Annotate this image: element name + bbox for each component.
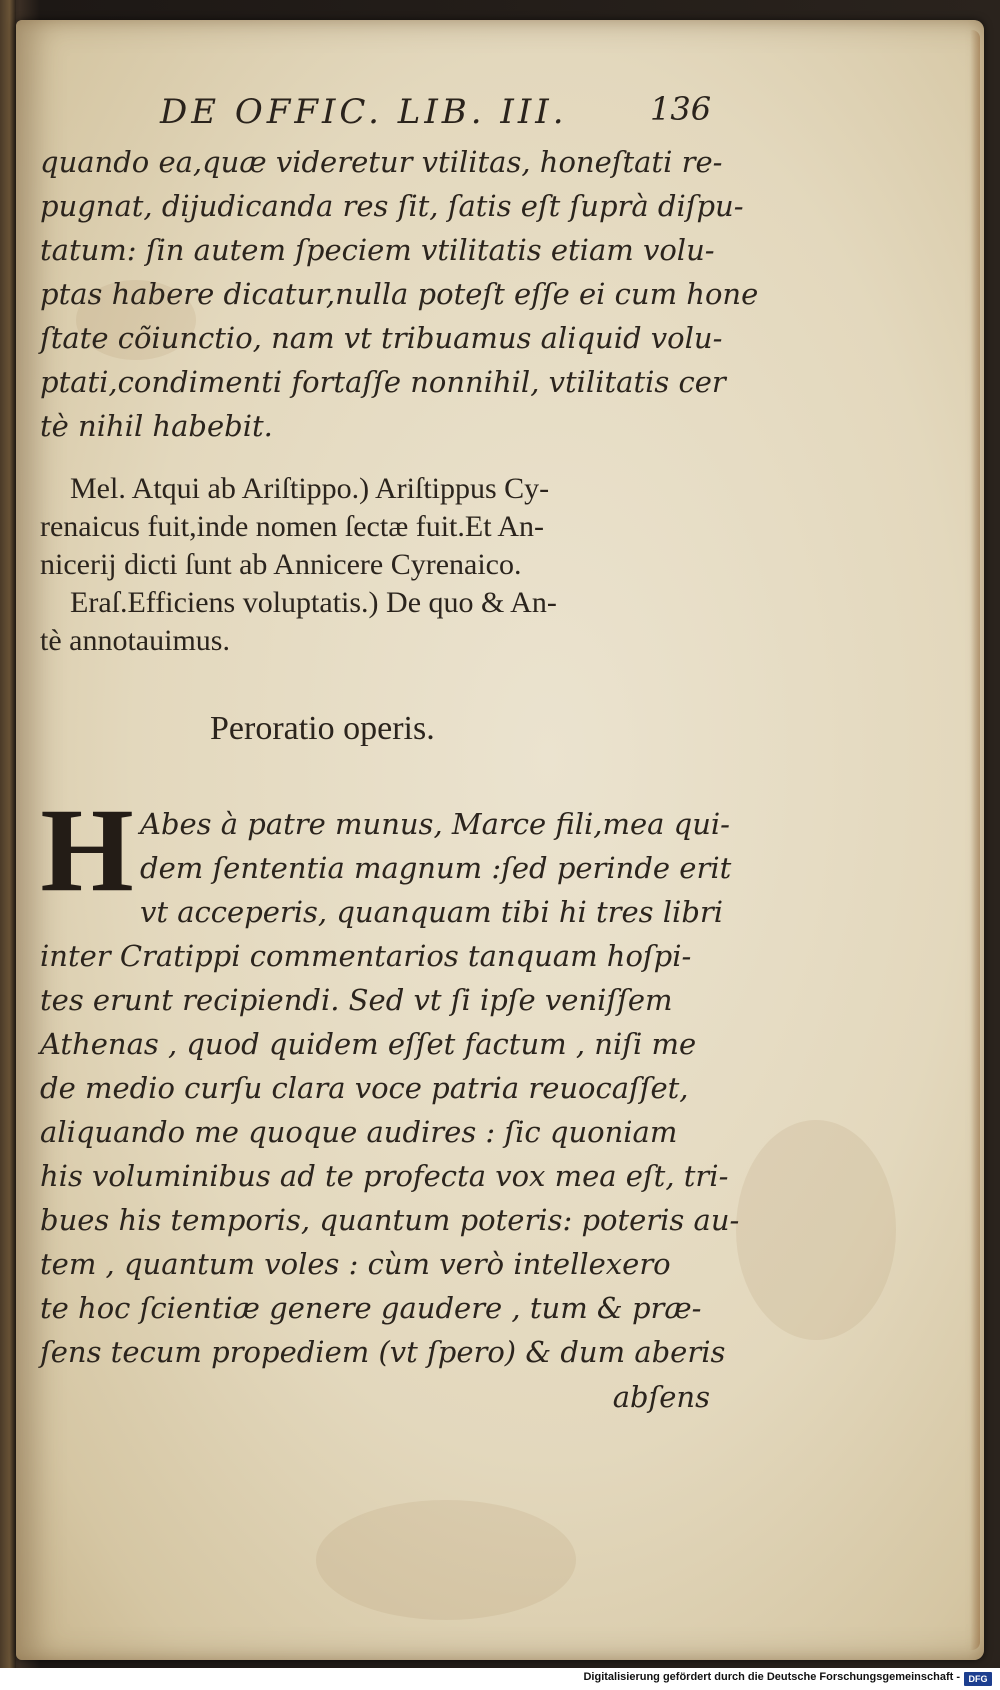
text-line: aliquando me quoque audires : ſic quoniam [40, 1115, 678, 1149]
peroration-text [40, 934, 740, 1374]
digitization-credit: Digitalisierung gefördert durch die Deutsche Forschungsgemeinschaft - [583, 1671, 960, 1683]
decorated-initial: H [40, 783, 132, 916]
text-line: tem , quantum voles : cùm verò intellexero [40, 1247, 671, 1281]
section-heading: Peroratio operis. [210, 710, 435, 747]
text-line: his voluminibus ad te profecta vox mea eſt, tri- [40, 1159, 729, 1193]
text-line: vt acceperis, quanquam tibi hi tres libri [140, 895, 724, 929]
text-line: ſens tecum propediem (vt ſpero) & dum aberis [40, 1335, 726, 1369]
text-line: tes erunt recipiendi. Sed vt ſi ipſe veniſſem [40, 983, 673, 1017]
text-line: dem ſententia magnum :ſed perinde erit [140, 851, 732, 885]
paragraph-main-text [40, 140, 759, 448]
text-line: ptati,condimenti fortaſſe nonnihil, vtilitatis cer [40, 365, 726, 399]
paper-stain [736, 1120, 896, 1340]
text-line: Eraſ.Efficiens voluptatis.) De quo & An- [70, 586, 557, 619]
text-line: inter Cratippi commentarios tanquam hoſpi- [40, 939, 692, 973]
text-line: quando ea,quæ videretur vtilitas, honeſtati re- [40, 145, 723, 179]
dfg-logo-icon: DFG [964, 1672, 992, 1686]
commentary-text [40, 470, 720, 660]
page-edge-shading [970, 30, 980, 1650]
catchword: abſens [612, 1380, 710, 1414]
text-line: renaicus fuit,inde nomen ſectæ fuit.Et An- [40, 510, 545, 543]
text-line: Athenas , quod quidem eſſet factum , niſi me [40, 1027, 697, 1061]
text-line: pugnat, dijudicanda res ſit, ſatis eſt ſuprà diſpu- [40, 189, 744, 223]
text-line: te hoc ſcientiæ genere gaudere , tum & præ- [40, 1291, 702, 1325]
running-head-title: DE OFFIC. LIB. III. [160, 92, 568, 132]
text-line: Mel. Atqui ab Ariſtippo.) Ariſtippus Cy- [70, 472, 550, 505]
text-line: tè nihil habebit. [40, 409, 273, 443]
peroration-opening-lines [140, 802, 732, 934]
text-line: ſtate cõiunctio, nam vt tribuamus aliquid volu- [40, 321, 723, 355]
text-line: bues his temporis, quantum poteris: poteris au- [40, 1203, 740, 1237]
book-binding [0, 0, 16, 1690]
text-line: nicerij dicti ſunt ab Annicere Cyrenaico. [40, 548, 522, 581]
text-line: de medio curſu clara voce patria reuocaſſet, [40, 1071, 689, 1105]
text-line: ptas habere dicatur,nulla poteſt eſſe ei cum hone [40, 277, 759, 311]
text-line: Abes à patre munus, Marce fili,mea qui- [140, 807, 730, 841]
text-line: tatum: ſin autem ſpeciem vtilitatis etiam volu- [40, 233, 715, 267]
paper-stain [316, 1500, 576, 1620]
page-number: 136 [650, 90, 712, 128]
text-line: tè annotauimus. [40, 624, 230, 657]
